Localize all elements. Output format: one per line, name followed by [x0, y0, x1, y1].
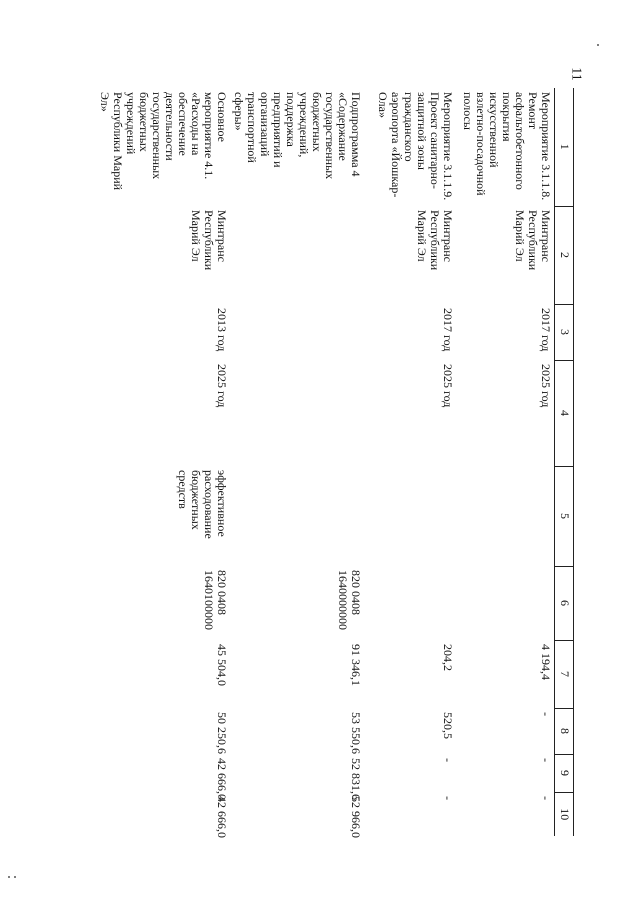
budget-code: 820 0408 1640000000: [336, 570, 364, 630]
table-row: [457, 88, 555, 836]
page-number: 11: [568, 67, 584, 81]
start-year: [231, 304, 365, 360]
executor: Минтранс Республики Марий Эл: [189, 210, 230, 271]
col-header: 5: [555, 466, 574, 566]
start-year: 2017 год: [539, 308, 553, 352]
value-col9: 52 831,6: [349, 758, 364, 800]
value-col8: 53 550,6: [349, 712, 364, 754]
executor: Минтранс Республики Марий Эл: [415, 210, 456, 271]
activity-name: Мероприятие 3.1.1.8. Ремонт асфальтобетонного покрытия искусственной взлетно-посадочной полосы: [461, 92, 553, 201]
end-year: 2025 год: [539, 364, 553, 408]
value-col9: -: [441, 758, 456, 762]
value-col7: 204,2: [441, 644, 456, 671]
value-col9: 42 666,0: [215, 758, 230, 800]
value-col8: 50 250,6: [215, 712, 230, 754]
value-col9: -: [539, 758, 553, 762]
expected-result: [457, 466, 555, 566]
table-row: [365, 88, 457, 836]
budget-code: 820 0408 1640100000: [202, 570, 230, 630]
value-col7: 91 346,1: [349, 644, 364, 686]
activity-name: Основное мероприятие 4.1. «Расходы на обеспечение деятельности государственных бюджетных учреждений Республики Марий Эл»: [98, 92, 230, 191]
value-col10: 52 966,0: [349, 796, 364, 838]
table-row: [97, 88, 231, 836]
col-header: 3: [555, 304, 574, 360]
executor: Минтранс Республики Марий Эл: [513, 210, 553, 271]
budget-table: [97, 88, 575, 836]
col-header: 2: [555, 206, 574, 304]
table-row: [231, 88, 365, 836]
budget-table-container: [98, 88, 574, 838]
budget-code: [457, 566, 555, 640]
end-year: [231, 360, 365, 466]
col-header: 4: [555, 360, 574, 466]
start-year: 2013 год: [215, 308, 230, 352]
col-header: 1: [555, 88, 574, 206]
col-header: 7: [555, 640, 574, 708]
activity-name: Мероприятие 3.1.1.9. Проект санитарно-защитной зоны гражданского аэропорта «Йошкар-Ола»: [376, 92, 456, 201]
budget-code: [365, 566, 457, 640]
col-header: 9: [555, 754, 574, 792]
value-col10: -: [441, 796, 456, 800]
value-col8: 520,5: [441, 712, 456, 739]
col-header: 10: [555, 792, 574, 836]
value-col10: -: [539, 796, 553, 800]
col-header: 6: [555, 566, 574, 640]
end-year: 2025 год: [441, 364, 456, 408]
expected-result: эффективное расходование бюджетных средств: [176, 470, 230, 539]
value-col7: 4 194,4: [539, 644, 553, 680]
header-row: [555, 88, 574, 836]
value-col10: 42 666,0: [215, 796, 230, 838]
end-year: 2025 год: [215, 364, 230, 408]
value-col7: 45 504,0: [215, 644, 230, 686]
start-year: 2017 год: [441, 308, 456, 352]
col-header: 8: [555, 708, 574, 754]
activity-name: Подпрограмма 4 «Содержание государственных бюджетных учреждений, поддержка предприятий и организаций транспортной сферы»: [232, 92, 364, 180]
value-col8: -: [539, 712, 553, 716]
expected-result: [231, 466, 365, 566]
executor: [231, 206, 365, 304]
expected-result: [365, 466, 457, 566]
